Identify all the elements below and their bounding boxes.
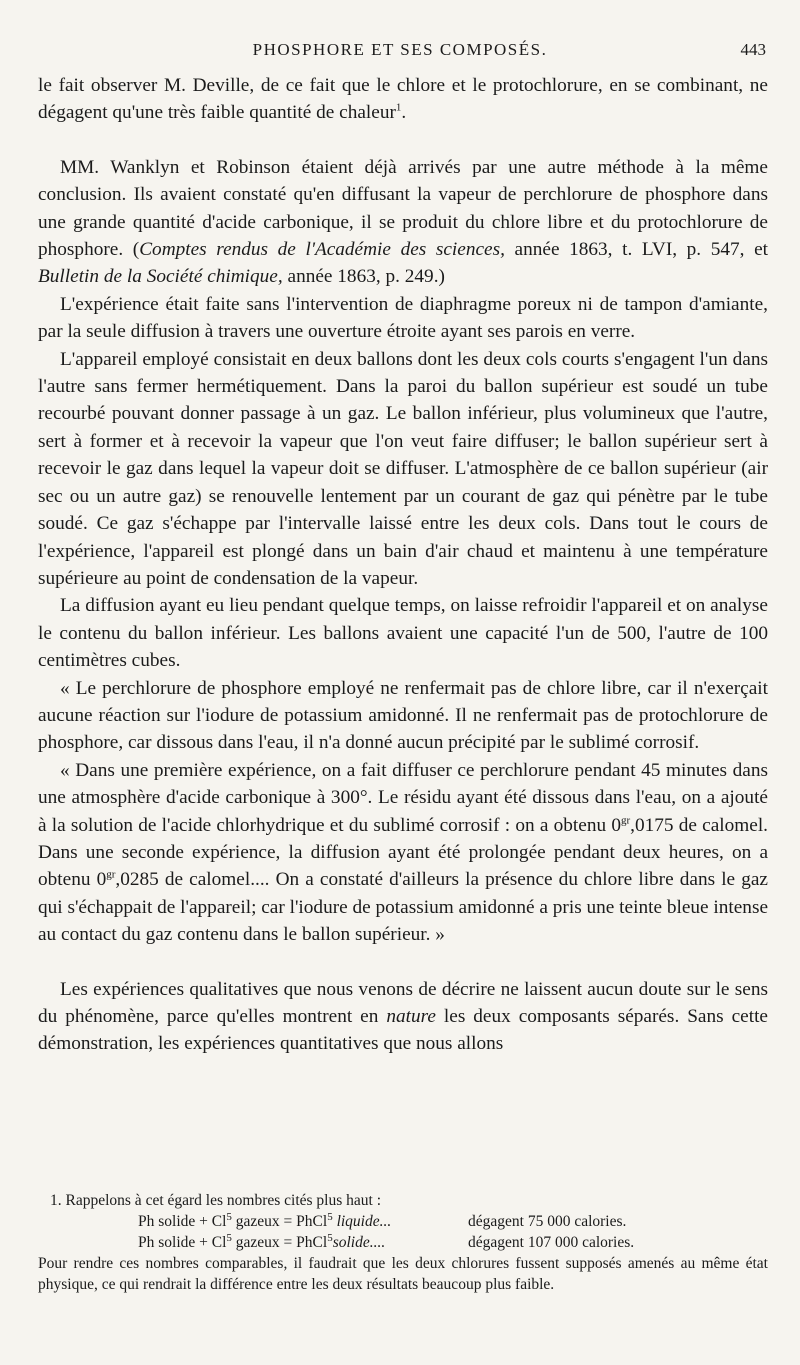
page-header bbox=[0, 40, 800, 68]
main-text bbox=[38, 72, 768, 1058]
page-number: 443 bbox=[740, 40, 766, 59]
paragraph-5: La diffusion ayant eu lieu pendant quelque temps, on laisse refroidir l'appareil et on analyse le contenu du ballon inférieur. Les ballons avaient une capacité l'un de 500, l'autre de 100 centimètres cubes. bbox=[38, 595, 768, 672]
paragraph-1: le fait observer M. Deville, de ce fait que le chlore et le protochlorure, en se combinant, ne dégagent qu'une très faible quantité de chaleur$^1$. bbox=[38, 75, 768, 124]
paragraph-7: « Dans une première expérience, on a fait diffuser ce perchlorure pendant 45 minutes dans une atmosphère d'acide carbonique à 300°. Le résidu ayant été dissous dans l'eau, on a ajouté à la solution de l'acide chlorhydrique et du sublimé corrosif : on a obtenu $0^{gr},0175$ de calomel. Dans une seconde expérience, la diffusion ayant été prolongée pendant deux heures, on a obtenu $0^{gr},0285$ de calomel.... On a constaté d'ailleurs la présence du chlore libre dans le gaz qui s'échappait de l'appareil; car l'iodure de potassium amidonné a pris une teinte bleue intense au contact du gaz contenu dans le ballon supérieur. » bbox=[38, 759, 769, 946]
paragraph-6: « Le perchlorure de phosphore employé ne renfermait pas de chlore libre, car il n'exerçait aucune réaction sur l'iodure de potassium amidonné. Il ne renfermait pas de protochlorure de phosphore, car dissous dans l'eau, il n'a donné aucun précipité par le sublimé corrosif. bbox=[38, 677, 768, 754]
footnote bbox=[38, 1190, 768, 1295]
paragraph-4: L'appareil employé consistait en deux ballons dont les deux cols courts s'engagent l'un dans l'autre sans fermer hermétiquement. Dans la paroi du ballon supérieur est soudé un tube recourbé pouvant donner passage à un gaz. Le ballon inférieur, plus volumineux que l'autre, sert à former et à recevoir la vapeur que l'on veut faire diffuser; le ballon supérieur sert à recevoir le gaz dans lequel la vapeur doit se diffuser. L'atmosphère de ce ballon supérieur (air sec ou un autre gaz) se renouvelle lentement par un courant de gaz qui pénètre par le tube soudé. Ce gaz s'échappe par l'intervalle laissé entre les deux cols. Dans tout le cours de l'expérience, l'appareil est plongé dans un bain d'air chaud et maintenu à une température supérieure au point de condensation de la vapeur. bbox=[38, 348, 768, 589]
emphasis-nature: nature bbox=[386, 1006, 436, 1027]
equation-solid: Ph solide + $Cl^5$ gazeux = PhCl$^5$solide.... dégagent 107 000 calories. bbox=[138, 1231, 635, 1251]
footnote-intro: 1. Rappelons à cet égard les nombres cités plus haut : bbox=[50, 1192, 382, 1209]
paragraph-3: L'expérience était faite sans l'intervention de diaphragme poreux ni de tampon d'amiante, par la seule diffusion à travers une ouverture étroite ayant ses parois en verre. bbox=[38, 293, 768, 343]
footnote-marker: 1. bbox=[50, 1192, 62, 1209]
footnote-closing: Pour rendre ces nombres comparables, il faudrait que les deux chlorures fussent supposés amenés au même état physique, ce qui rendrait la différence entre les deux résultats beaucoup plus faible. bbox=[38, 1255, 768, 1293]
paragraph-8: Les expériences qualitatives que nous venons de décrire ne laissent aucun doute sur le sens du phénomène, parce qu'elles montrent en nature les deux composants séparés. Sans cette démonstration, les expériences quantitatives que nous allons bbox=[38, 978, 768, 1055]
running-title: PHOSPHORE ET SES COMPOSÉS. bbox=[252, 40, 548, 59]
equation-liquid: Ph solide + $Cl^5$ gazeux = PhCl$^5$ liquide... dégagent 75 000 calories. bbox=[138, 1210, 627, 1230]
citation-bulletin: Bulletin de la Société chimique, bbox=[38, 266, 283, 288]
citation-comptes-rendus: Comptes rendus de l'Académie des sciences, bbox=[139, 239, 505, 261]
footnote-reference: 1 bbox=[395, 101, 402, 114]
paragraph-2: MM. Wanklyn et Robinson étaient déjà arrivés par une autre méthode à la même conclusion. Ils avaient constaté qu'en diffusant la vapeur de perchlorure de phosphore dans une grande quantité d'acide carbonique, il se produit du chlore libre et du protochlorure de phosphore. (Comptes rendus de l'Académie des sciences, année 1863, t. LVI, p. 547, et Bulletin de la Société chimique, année 1863, p. 249.) bbox=[38, 156, 768, 288]
